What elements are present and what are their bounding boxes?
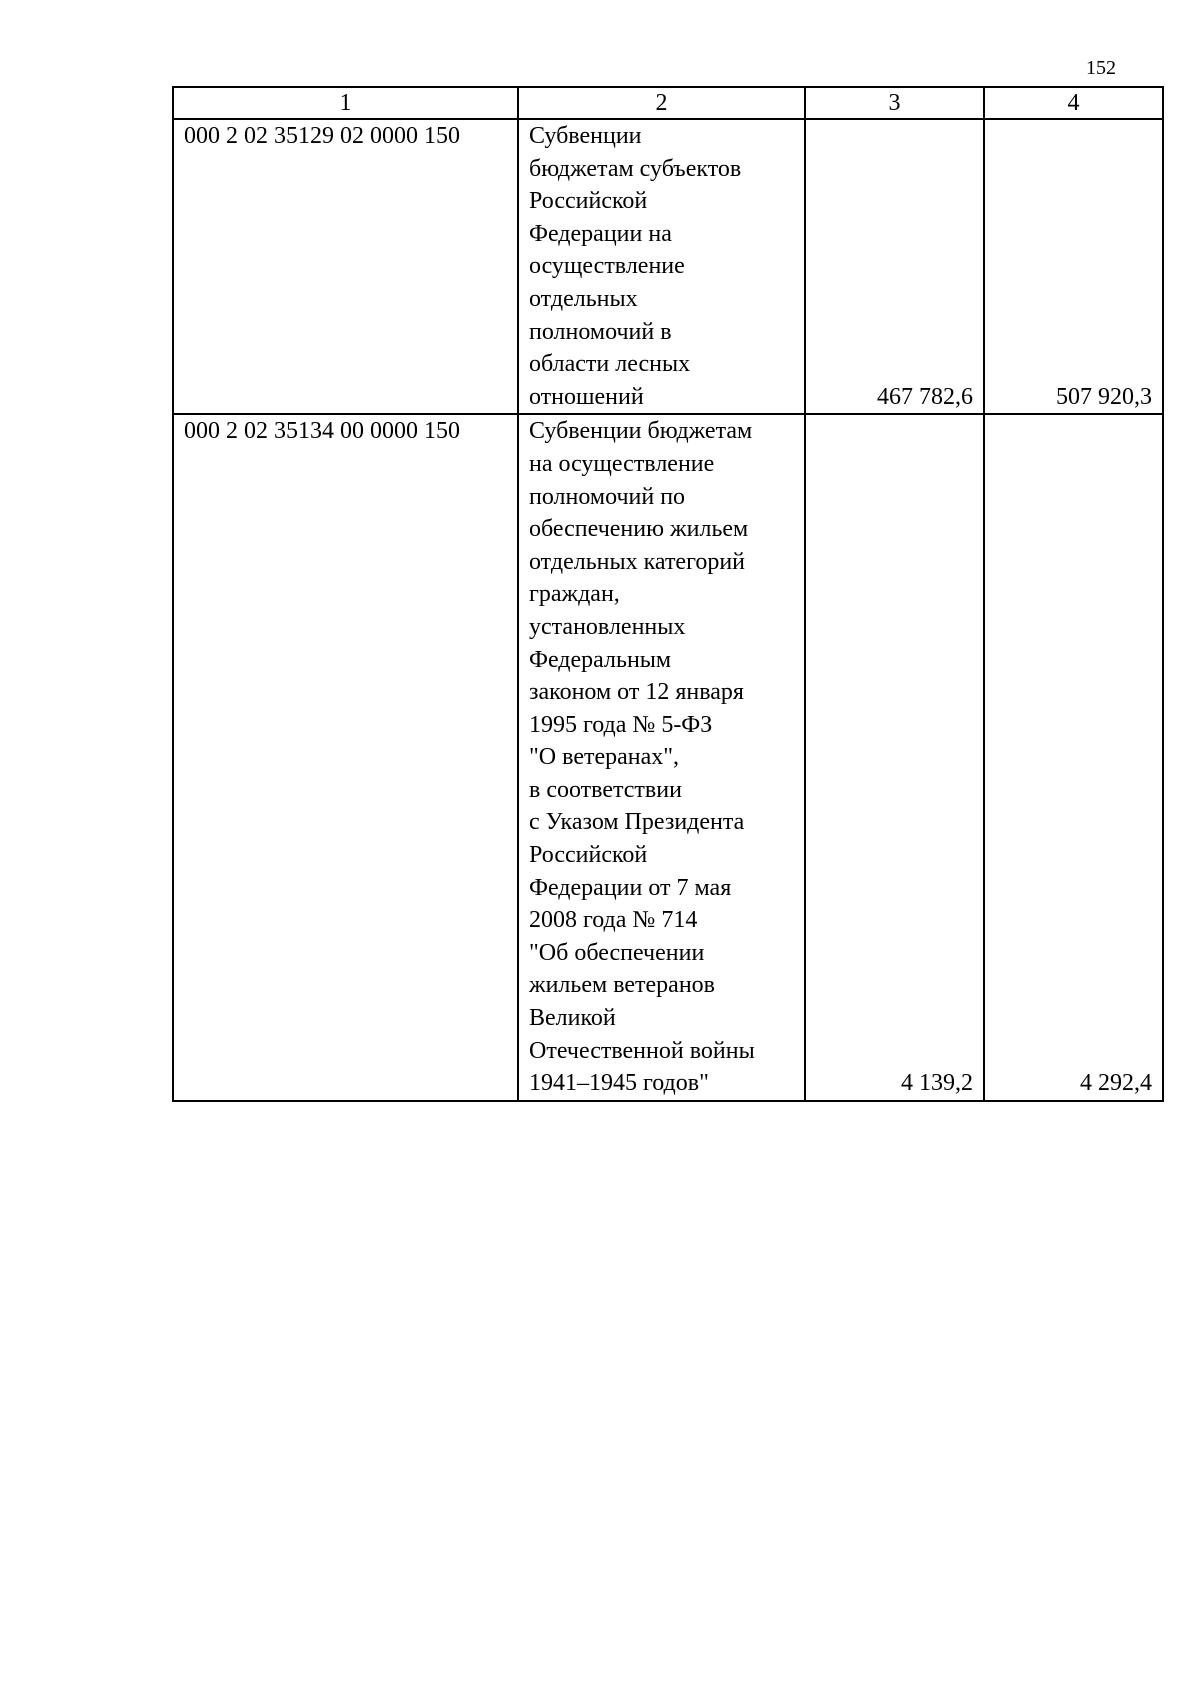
income-name [518, 119, 805, 414]
table-header [173, 87, 1163, 119]
name-line: с Указом Президента [529, 809, 745, 836]
name-line: 1995 года № 5-ФЗ [529, 711, 713, 738]
column-header-4: 4 [984, 87, 1163, 119]
name-line: Федерации на [529, 220, 672, 247]
name-line: Субвенции [529, 123, 642, 149]
header-row [173, 87, 1163, 119]
name-line: установленных [529, 613, 686, 640]
name-line: отдельных [529, 285, 638, 312]
name-line: области лесных [529, 351, 691, 378]
column-header-3: 3 [805, 87, 984, 119]
name-line: Великой [529, 1005, 616, 1032]
name-line: бюджетам субъектов [529, 155, 742, 182]
name-line: Российской [529, 842, 648, 869]
name-line: Федерации от 7 мая [529, 874, 732, 901]
budget-table [172, 86, 1164, 1102]
name-line: Российской [529, 188, 648, 215]
name-line: "О ветеранах", [529, 744, 680, 771]
name-line: законом от 12 января [529, 679, 744, 706]
name-line: 1941–1945 годов" [529, 1070, 709, 1097]
table-body [173, 119, 1163, 1101]
name-line: в соответствии [529, 776, 682, 803]
amount-column-4: 507 920,3 [984, 119, 1163, 414]
name-line: осуществление [529, 253, 685, 280]
amount-column-3: 4 139,2 [805, 414, 984, 1100]
column-header-1: 1 [173, 87, 518, 119]
name-line: обеспечению жильем [529, 516, 749, 543]
name-line: полномочий в [529, 318, 672, 345]
amount-column-3: 467 782,6 [805, 119, 984, 414]
name-line: граждан, [529, 581, 620, 608]
name-line: "Об обеспечении [529, 939, 705, 966]
column-header-2: 2 [518, 87, 805, 119]
classification-code: 000 2 02 35129 02 0000 150 [173, 119, 518, 414]
page-number: 152 [1086, 57, 1116, 79]
name-line: Отечественной войны [529, 1037, 755, 1064]
classification-code: 000 2 02 35134 00 0000 150 [173, 414, 518, 1100]
name-line: жильем ветеранов [529, 972, 715, 999]
table-row [173, 414, 1163, 1100]
name-line: отдельных категорий [529, 548, 746, 575]
name-line: Субвенции бюджетам [529, 418, 753, 445]
table-row [173, 119, 1163, 414]
name-line: Федеральным [529, 646, 672, 673]
name-line: 2008 года № 714 [529, 907, 698, 934]
income-name [518, 414, 805, 1100]
name-line: полномочий по [529, 483, 686, 510]
name-line: на осуществление [529, 450, 715, 477]
amount-column-4: 4 292,4 [984, 414, 1163, 1100]
name-line: отношений [529, 383, 644, 410]
